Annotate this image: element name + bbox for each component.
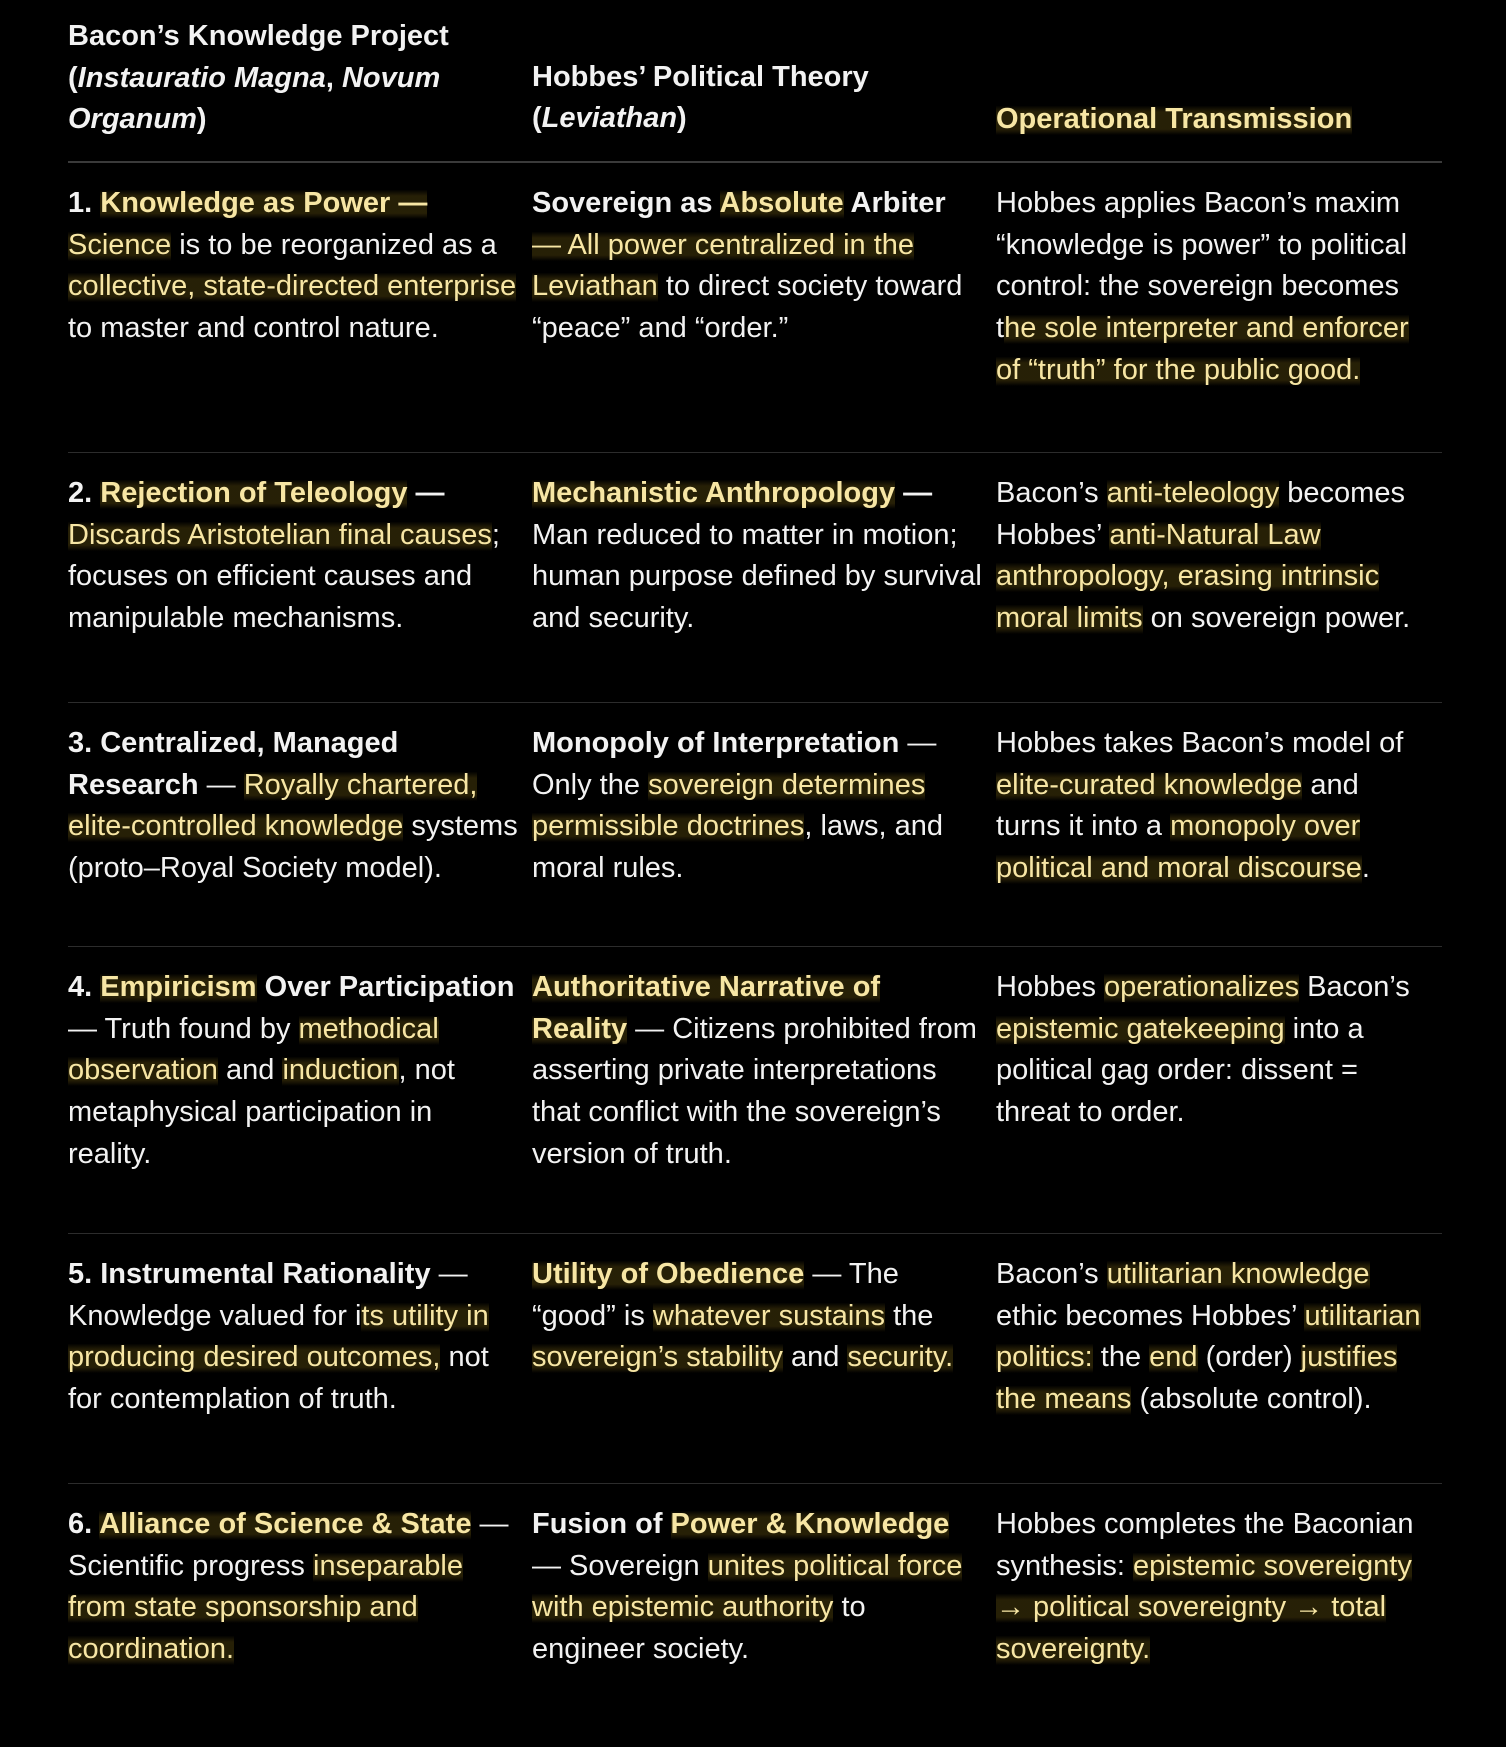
- text-segment: — Sovereign: [532, 1549, 708, 1582]
- text-segment: .: [1361, 852, 1370, 885]
- text-segment: Hobbes takes Bacon’s model of: [996, 727, 1404, 759]
- text-segment: Hobbes completes the Baconian synthesis:: [996, 1508, 1414, 1582]
- text-segment: — Citizens prohibited from asserting private interpretations that conflict with the sovereign’s version of truth.: [532, 1012, 977, 1170]
- text-segment: , not metaphysical participation in reality.: [68, 1054, 455, 1170]
- text-segment: ts utility in producing desired outcomes,: [68, 1299, 489, 1374]
- cell-bacon: [68, 1254, 532, 1483]
- cell-transmission: [996, 1254, 1442, 1483]
- cell-hobbes: [532, 967, 996, 1233]
- header-bacon-title: Bacon’s Knowledge Project: [68, 19, 449, 52]
- text-segment: anti-Natural Law anthropology, erasing intrinsic moral limits: [996, 518, 1380, 635]
- text-segment: , laws, and moral rules.: [532, 810, 944, 885]
- header-bacon-work-2: Novum Organum: [68, 61, 441, 136]
- text-segment: is to be reorganized as a: [171, 228, 497, 261]
- text-segment: utilitarian knowledge: [1106, 1258, 1370, 1290]
- header-bacon-work-1: Instauratio Magna: [77, 61, 326, 94]
- text-segment: operationalizes: [1104, 971, 1300, 1003]
- cell-hobbes: [532, 723, 996, 946]
- text-segment: the: [885, 1299, 934, 1332]
- cell-hobbes: [532, 473, 996, 702]
- text-segment: and turns it into a: [996, 768, 1359, 843]
- text-segment: —: [407, 477, 445, 509]
- text-segment: Rejection of Teleology: [100, 477, 408, 509]
- cell-transmission: [996, 183, 1442, 452]
- text-segment: Discards Aristotelian final causes: [68, 518, 492, 551]
- text-segment: into a political gag order: dissent = threat to order.: [996, 1012, 1364, 1129]
- text-segment: 3. Centralized, Managed Research: [68, 727, 399, 801]
- text-segment: collective, state-directed enterprise: [68, 270, 517, 303]
- text-segment: epistemic gatekeeping: [996, 1012, 1285, 1045]
- text-segment: Absolute: [719, 187, 844, 219]
- text-segment: elite-curated knowledge: [996, 768, 1303, 801]
- text-segment: Bacon’s: [1299, 971, 1410, 1003]
- text-segment: — Truth found by: [68, 1012, 299, 1045]
- text-segment: Over Participation: [256, 971, 515, 1003]
- table-row: [68, 163, 1442, 453]
- text-segment: 1.: [68, 187, 101, 219]
- text-segment: Hobbes: [996, 971, 1105, 1003]
- text-segment: Knowledge as Power —: [100, 187, 428, 219]
- cell-bacon: [68, 967, 532, 1233]
- header-transmission: [996, 0, 1442, 161]
- table-row: [68, 453, 1442, 703]
- text-segment: — The “good” is: [532, 1258, 899, 1332]
- text-segment: end: [1149, 1341, 1198, 1374]
- cell-bacon: [68, 183, 532, 452]
- text-segment: — Scientific progress: [68, 1508, 509, 1582]
- text-segment: Science: [68, 228, 172, 261]
- cell-hobbes: [532, 1504, 996, 1671]
- text-segment: utilitarian politics:: [996, 1299, 1421, 1374]
- text-segment: security.: [847, 1341, 954, 1374]
- text-segment: on sovereign power.: [1142, 602, 1411, 635]
- text-segment: Mechanistic Anthropology: [532, 477, 896, 509]
- text-segment: — All power centralized in the Leviathan: [532, 228, 915, 303]
- text-segment: Alliance of Science & State: [99, 1508, 472, 1540]
- table-body: [68, 163, 1442, 1671]
- table-row: [68, 947, 1442, 1234]
- text-segment: Monopoly of Interpretation: [532, 727, 900, 759]
- text-segment: sovereign determines permissible doctrines: [532, 768, 926, 843]
- text-segment: Authoritative Narrative of Reality: [532, 971, 881, 1045]
- text-segment: justifies the means: [996, 1341, 1398, 1416]
- header-bacon: Bacon’s Knowledge Project (Instauratio Magna, Novum Organum): [68, 19, 449, 136]
- text-segment: epistemic sovereignty → political sovereignty → total sovereignty.: [996, 1549, 1412, 1666]
- header-hobbes-work: Leviathan: [541, 102, 678, 135]
- text-segment: becomes Hobbes’: [996, 477, 1405, 551]
- cell-hobbes: [532, 183, 996, 452]
- cell-bacon: [68, 1504, 532, 1671]
- cell-transmission: [996, 967, 1442, 1233]
- text-segment: Royally chartered, elite-controlled knowledge: [68, 768, 478, 843]
- text-segment: to master and control nature.: [68, 312, 439, 345]
- text-segment: Empiricism: [100, 971, 257, 1003]
- text-segment: sovereign’s stability: [532, 1341, 783, 1374]
- text-segment: Man reduced to matter in motion; human purpose defined by survival and security.: [532, 518, 982, 635]
- text-segment: induction: [282, 1054, 399, 1087]
- table-header-row: [68, 0, 1442, 163]
- text-segment: monopoly over political and moral discourse: [996, 810, 1362, 885]
- text-segment: (absolute control).: [1131, 1383, 1372, 1416]
- text-segment: (order): [1197, 1341, 1301, 1374]
- text-segment: Power & Knowledge: [670, 1508, 950, 1540]
- header-hobbes: Hobbes’ Political Theory (Leviathan): [532, 60, 869, 135]
- table-row: [68, 703, 1442, 947]
- text-segment: systems (proto–Royal Society model).: [68, 810, 518, 885]
- text-segment: Bacon’s: [996, 477, 1107, 509]
- table-row: [68, 1484, 1442, 1671]
- text-segment: and: [782, 1341, 848, 1374]
- header-transmission-title: Operational Transmission: [996, 103, 1353, 136]
- text-segment: —: [895, 477, 933, 509]
- text-segment: methodical observation: [68, 1012, 439, 1087]
- text-segment: 4.: [68, 971, 101, 1003]
- comparison-table: [68, 0, 1442, 1671]
- text-segment: — Only the: [532, 727, 937, 801]
- text-segment: Utility of Obedience: [532, 1258, 805, 1290]
- text-segment: 2.: [68, 477, 101, 509]
- text-segment: and: [217, 1054, 283, 1087]
- text-segment: 6.: [68, 1508, 100, 1540]
- text-segment: —: [198, 768, 244, 801]
- header-hobbes-title: Hobbes’ Political Theory: [532, 60, 869, 93]
- text-segment: not for contemplation of truth.: [68, 1341, 489, 1416]
- cell-bacon: [68, 723, 532, 946]
- text-segment: to direct society toward “peace” and “order.”: [532, 270, 963, 345]
- cell-transmission: [996, 723, 1442, 946]
- text-segment: inseparable from state sponsorship and coordination.: [68, 1549, 463, 1666]
- cell-transmission: [996, 1504, 1442, 1671]
- text-segment: the: [1092, 1341, 1150, 1374]
- text-segment: whatever sustains: [652, 1299, 886, 1332]
- cell-bacon: [68, 473, 532, 702]
- text-segment: — Knowledge valued for i: [68, 1258, 468, 1332]
- text-segment: Bacon’s: [996, 1258, 1107, 1290]
- text-segment: unites political force with epistemic authority: [532, 1549, 963, 1624]
- text-segment: anti-teleology: [1106, 477, 1280, 509]
- text-segment: ethic becomes Hobbes’: [996, 1299, 1305, 1332]
- text-segment: 5. Instrumental Rationality: [68, 1258, 431, 1290]
- table-row: [68, 1234, 1442, 1484]
- cell-hobbes: [532, 1254, 996, 1483]
- text-segment: ; focuses on efficient causes and manipulable mechanisms.: [68, 518, 500, 635]
- text-segment: he sole interpreter and enforcer of “truth” for the public good.: [996, 312, 1409, 386]
- text-segment: Sovereign as: [532, 187, 720, 219]
- text-segment: Arbiter: [843, 187, 946, 219]
- text-segment: Fusion of: [532, 1508, 671, 1540]
- text-segment: to engineer society.: [532, 1591, 866, 1666]
- text-segment: Hobbes applies Bacon’s maxim “knowledge is power” to political control: the sovereign becomes t: [996, 187, 1408, 345]
- cell-transmission: [996, 473, 1442, 702]
